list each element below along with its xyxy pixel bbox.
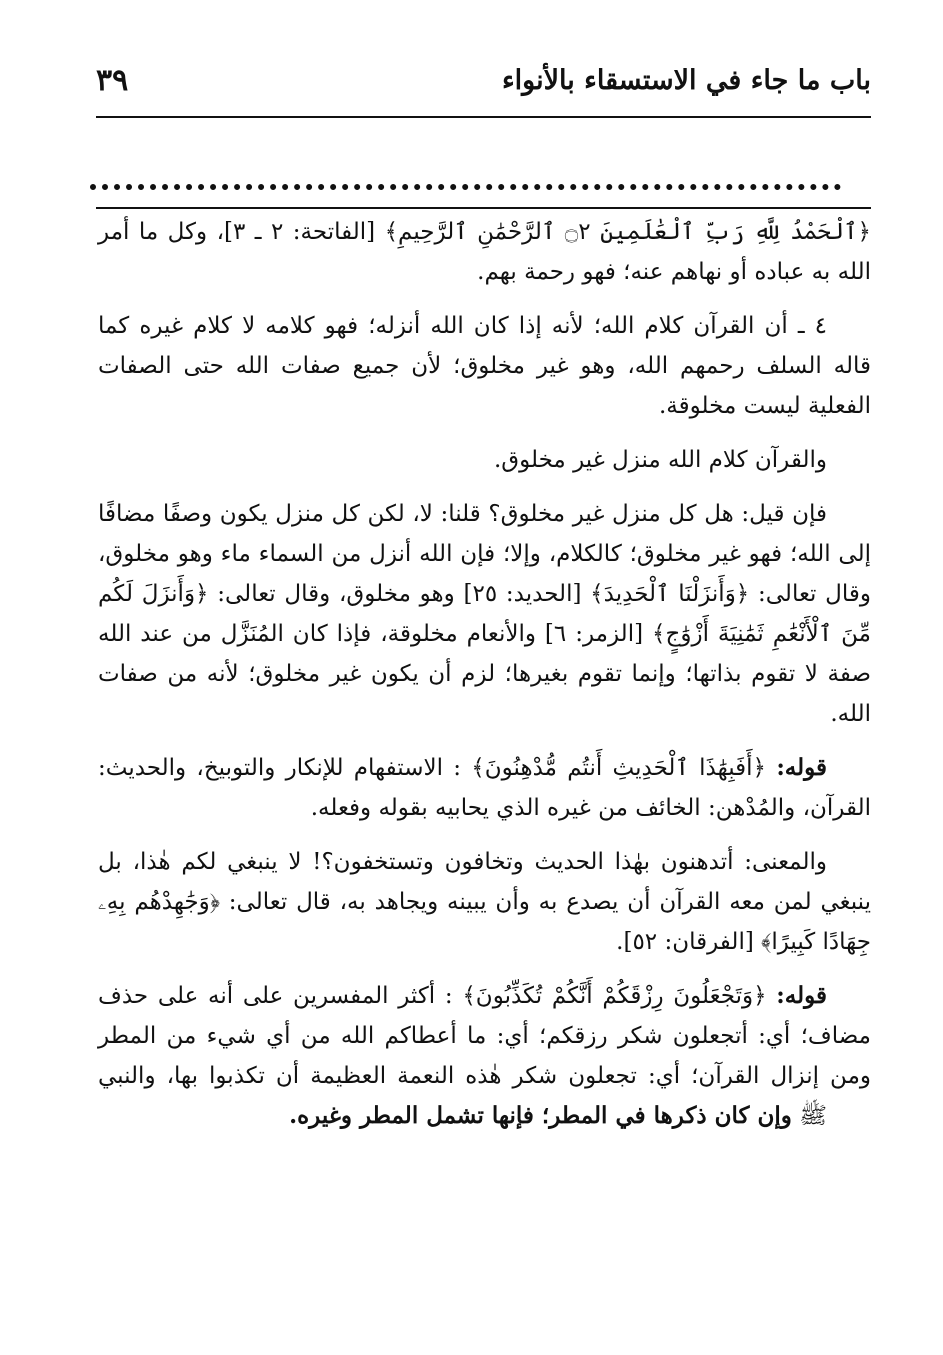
- paragraph-point-4: ٤ ـ أن القرآن كلام الله؛ لأنه إذا كان الله أنزله؛ فهو كلامه لا كلام غيره كما قاله السلف رحمهم الله، وهو غير مخلوق؛ لأن جميع صفات الله حتى الصفات الفعلية ليست مخلوقة.: [98, 313, 871, 419]
- header-rule: [96, 116, 871, 118]
- page-body: [98, 212, 871, 1150]
- paragraph-text: فإن قيل: هل كل منزل غير مخلوق؟ قلنا: لا، لكن كل منزل يكون وصفًا مضافًا إلى الله؛ فهو غير مخلوق؛ كالكلام، وإلا؛ فإن الله أنزل من السماء ماء وهو مخلوق، وقال تعالى:: [98, 501, 871, 607]
- paragraph-text: والمعنى: أتدهنون بهٰذا الحديث وتخافون وتستخفون؟! لا ينبغي لكم هٰذا، بل ينبغي لمن معه القرآن أن يصدع به وأن يبينه ويجاهد به، قال تعالى:: [98, 849, 871, 915]
- commentary-label: قوله:: [776, 754, 828, 781]
- verse-reference: [الزمر: ٦] والأنعام مخلوقة، فإذا كان المُنَزَّل من عند الله صفة لا تقوم بذاتها؛ وإنما تقوم بغيرها؛ لزم أن يكون غير مخلوق؛ لأنه من صفات الله.: [98, 621, 871, 727]
- verse-reference: [الفرقان: ٥٢].: [616, 929, 754, 955]
- paragraph-fatiha: [98, 212, 871, 292]
- verse-reference: [الفاتحة: ٢ ـ ٣]،: [216, 219, 376, 245]
- verse-reference: [الحديد: ٢٥] وهو مخلوق، وقال تعالى:: [217, 581, 582, 607]
- paragraph-commentary-1: [98, 748, 871, 828]
- paragraph-text: وكل ما أمر الله به عباده أو نهاهم عنه؛ فهو رحمة بهم.: [98, 219, 871, 285]
- quran-verse: ﴿وَجَٰهِدْهُم بِهِۦ جِهَادًا كَبِيرًا﴾: [98, 889, 871, 955]
- chapter-title: باب ما جاء في الاستسقاء بالأنواء: [501, 64, 871, 96]
- quran-verse: ﴿ٱلْحَمْدُ لِلَّهِ رَبِّ ٱلْعَٰلَمِينَ ۝٢ ٱلرَّحْمَٰنِ ٱلرَّحِيمِ﴾: [384, 219, 872, 245]
- quran-verse: ﴿وَأَنزَلْنَا ٱلْحَدِيدَ﴾: [590, 581, 750, 607]
- page-header: [96, 50, 871, 110]
- quran-verse: ﴿وَأَنزَلَ لَكُم مِّنَ ٱلْأَنْعَٰمِ ثَمَٰنِيَةَ أَزْوَٰجٍ﴾: [98, 581, 871, 647]
- paragraph-meaning: [98, 842, 871, 962]
- paragraph-text: : أكثر المفسرين على أنه على حذف مضاف؛ أي: أتجعلون شكر رزقكم؛ أي: ما أعطاكم الله من أي شيء من المطر ومن إنزال القرآن؛ أي: تجعلون شكر هٰذه النعمة العظيمة أن تكذبوا بها، والنبي: [98, 983, 871, 1089]
- honorific-mark: ﷺ: [799, 1103, 827, 1129]
- commentary-label: قوله:: [776, 982, 827, 1009]
- dotted-separator: [90, 150, 841, 190]
- section-rule: [96, 207, 871, 209]
- page-number: ٣٩: [96, 62, 129, 98]
- paragraph-quran-statement: والقرآن كلام الله منزل غير مخلوق.: [493, 447, 827, 473]
- paragraph-commentary-2: [98, 976, 871, 1136]
- bold-text: وإن كان ذكرها في المطر؛ فإنها تشمل المطر وغيره.: [289, 1102, 792, 1129]
- quran-verse: ﴿أَفَبِهَٰذَا ٱلْحَدِيثِ أَنتُم مُّدْهِنُونَ﴾: [471, 755, 767, 781]
- paragraph-objection: [98, 494, 871, 734]
- quran-verse: ﴿وَتَجْعَلُونَ رِزْقَكُمْ أَنَّكُمْ تُكَذِّبُونَ﴾: [462, 983, 767, 1009]
- paragraph-text: : الاستفهام للإنكار والتوبيخ، والحديث: القرآن، والمُدْهن: الخائف من غيره الذي يحابيه بقوله وفعله.: [98, 755, 871, 821]
